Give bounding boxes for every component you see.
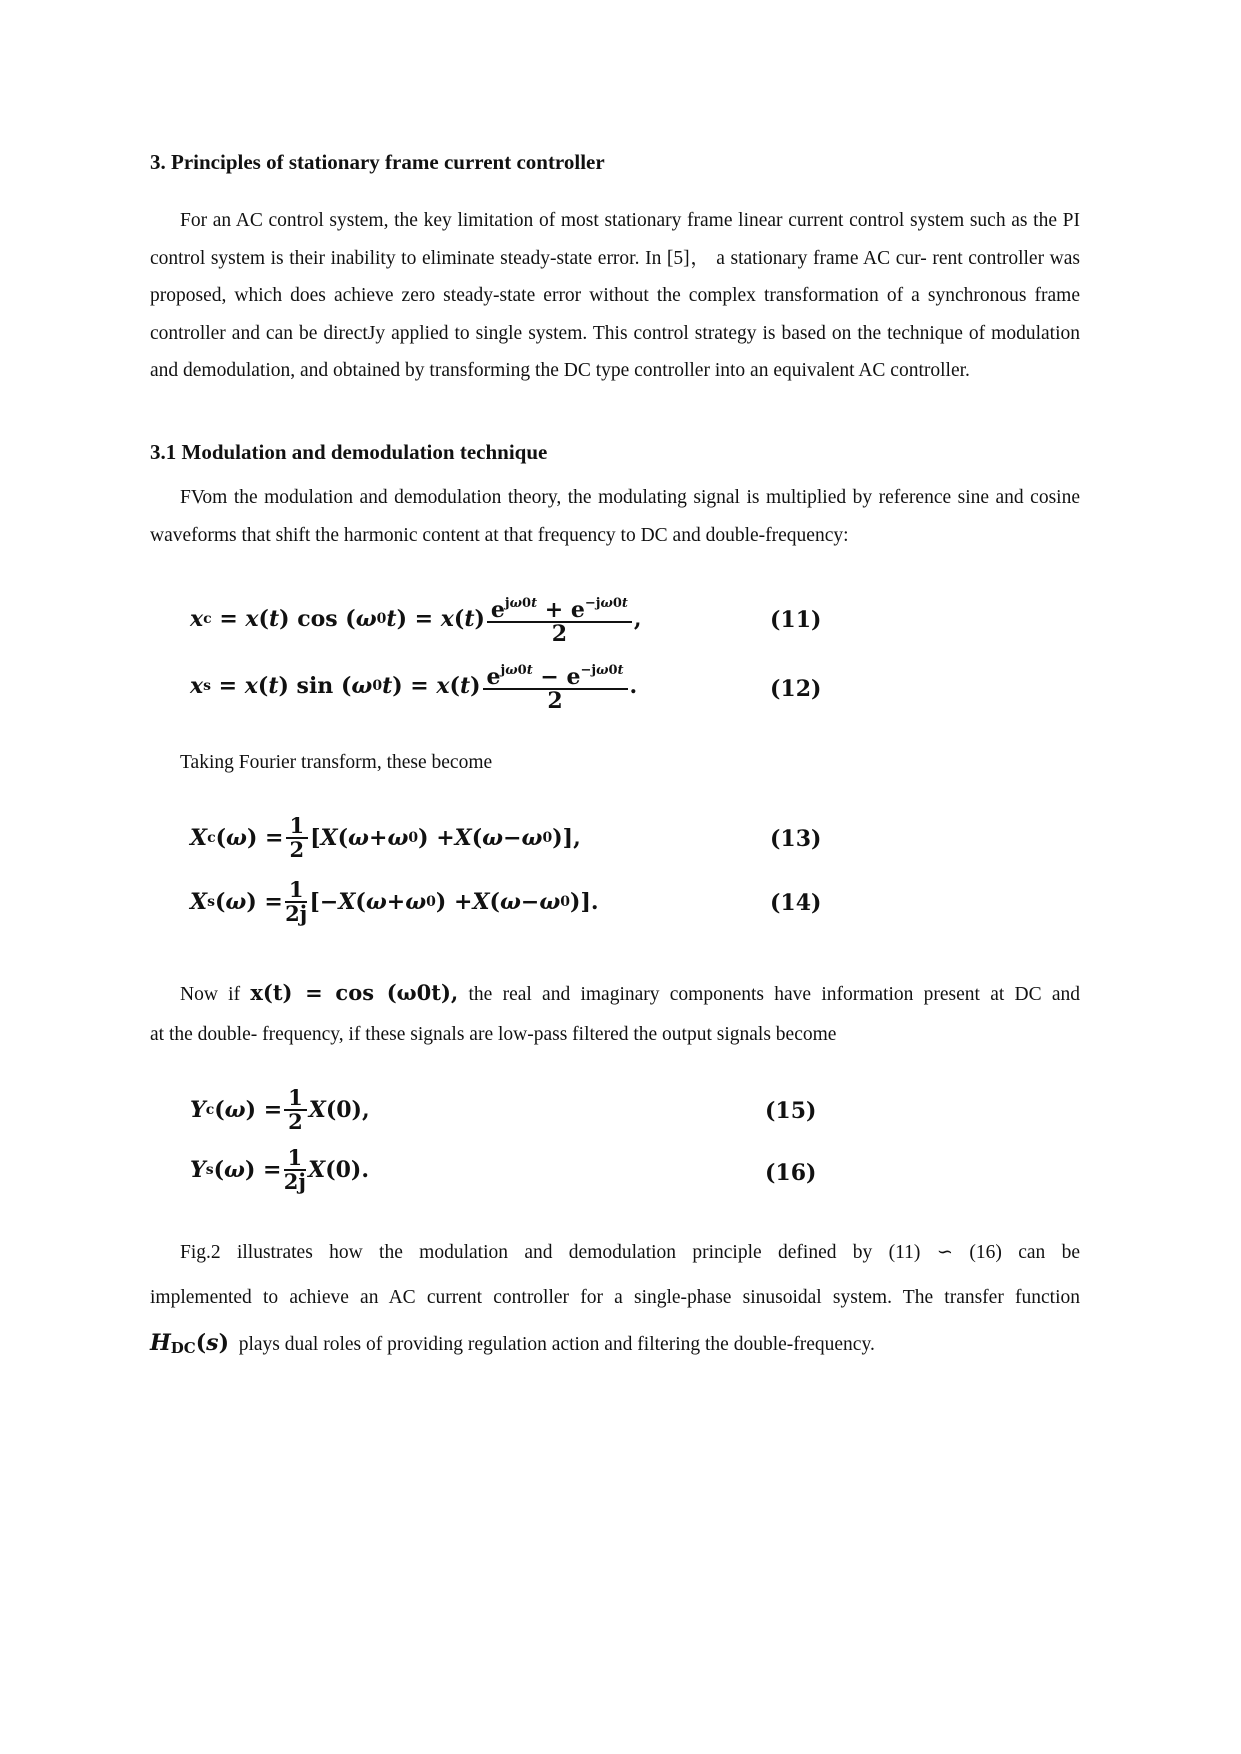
paragraph-fourier: Taking Fourier transform, these become — [180, 752, 493, 773]
equation-number-14: (14) — [770, 890, 822, 916]
paragraph-fig2-line1 — [150, 1240, 1080, 1264]
paragraph-fig2-line2: implemented to achieve an AC current controller for a single-phase sinusoidal system. The transfer function — [150, 1287, 1080, 1308]
equation-number-16: (16) — [765, 1160, 817, 1186]
equation-number-12: (12) — [770, 676, 822, 702]
equation-11: x c = x ( t ) cos ( ω 0 t ) = x ( t ) $\frac{e^{j\omega 0t} + e^{-j\omega 0t}}{2}$ , — [190, 597, 710, 641]
paragraph-theory — [150, 479, 1080, 554]
paragraph-intro-text: For an AC control system, the key limitation of most stationary frame linear current control system such as the PI control system is their inability to eliminate steady-state error. In [5]， a stationary frame AC cur- rent controller was proposed, which does achieve zero steady-state error without the complex transformation of a synchronous frame controller and can be directJy applied to single system. This control strategy is based on the technique of modulation and demodulation, and obtained by transforming the DC type controller into an equivalent AC controller. — [150, 210, 1080, 381]
paragraph-lowpass-line1 — [150, 980, 1080, 1006]
paragraph-fig2-line1-text: Fig.2 illustrates how the modulation and demodulation principle defined by (11) ∽ (16) can be — [180, 1242, 1080, 1263]
paragraph-lowpass-rest: the real and imaginary components have information present at DC and — [468, 984, 1081, 1005]
paragraph-lowpass-line2: at the double- frequency, if these signals are low-pass filtered the output signals become — [150, 1024, 837, 1045]
equation-number-15: (15) — [765, 1098, 817, 1124]
subsection-heading: 3.1 Modulation and demodulation technique — [150, 440, 548, 464]
equation-14: X s ( ω ) = $\frac{1}{2j}$ [− X ( ω + ω 0 ) + X ( ω − ω 0 )]. — [190, 877, 599, 926]
equation-12: x s = x ( t ) sin ( ω 0 t ) = x ( t ) $\frac{e^{j\omega 0t} - e^{-j\omega 0t}}{2}$ . — [190, 664, 710, 708]
paragraph-lowpass-lead: Now if — [180, 984, 241, 1005]
paragraph-theory-text: FVom the modulation and demodulation theory, the modulating signal is multiplied by reference sine and cosine waveforms that shift the harmonic content at that frequency to DC and double-frequency: — [150, 487, 1080, 546]
equation-number-11: (11) — [770, 607, 822, 633]
equation-13: X c ( ω ) = $\frac{1}{2}$ [ X ( ω + ω 0 ) + X ( ω − ω 0 )], — [190, 813, 581, 862]
equation-15: Y c ( ω ) = $\frac{1}{2}$ X (0), — [190, 1085, 370, 1134]
section-heading: 3. Principles of stationary frame current controller — [150, 150, 605, 174]
equation-16: Y s ( ω ) = $\frac{1}{2j}$ X (0). — [190, 1145, 369, 1194]
paragraph-fig2-line3 — [150, 1330, 1080, 1357]
paragraph-fig2-line3-text: plays dual roles of providing regulation action and filtering the double-frequency. — [238, 1334, 875, 1355]
inline-math-hdc: HDC(s) — [150, 1330, 229, 1357]
equation-number-13: (13) — [770, 826, 822, 852]
paragraph-intro — [150, 202, 1080, 390]
inline-math-x-t: x(t) = cos (ω0t), — [250, 980, 459, 1005]
